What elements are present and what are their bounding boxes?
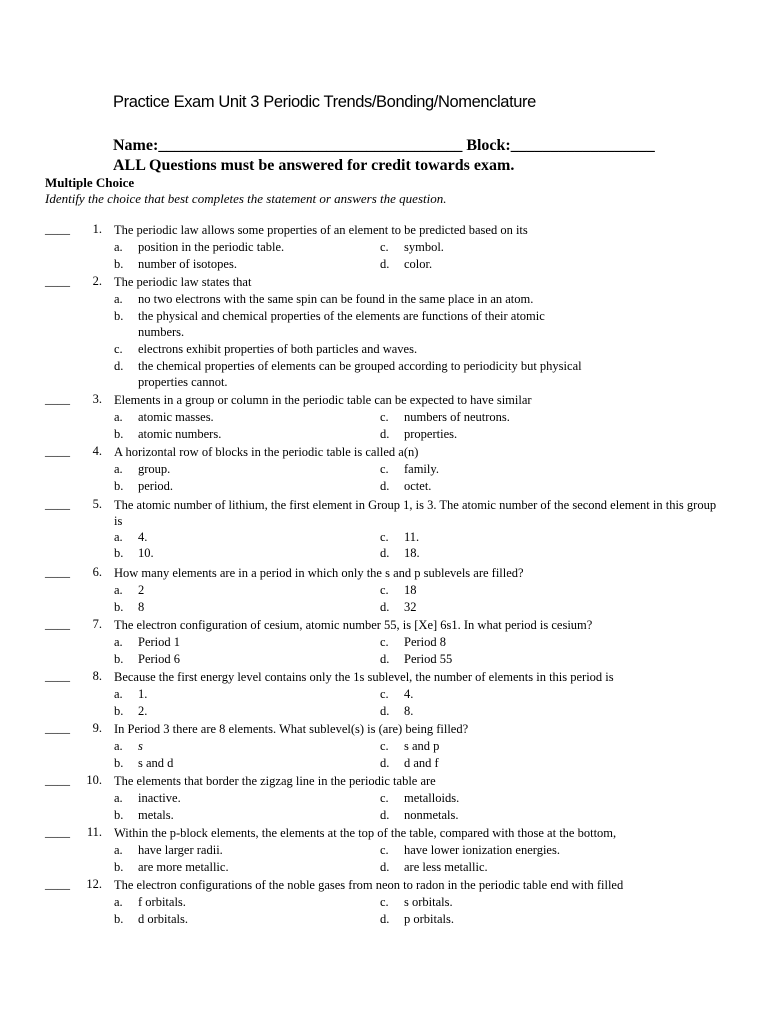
option-d: d. p orbitals.: [380, 912, 454, 926]
option-a: a. atomic masses.: [114, 410, 214, 424]
option-c: c. numbers of neutrons.: [380, 410, 510, 424]
option-b: b. number of isotopes.: [114, 257, 237, 271]
option-d: d. 18.: [380, 546, 420, 560]
answer-blank[interactable]: ____: [45, 877, 70, 891]
option-b: b. period.: [114, 479, 174, 493]
question-number: 10.: [86, 773, 102, 787]
section-instruction: Identify the choice that best completes the statement or answers the question.: [45, 191, 447, 206]
option-c: c. 11.: [380, 530, 420, 544]
question-number: 3.: [92, 392, 102, 406]
option-d: d. d and f: [380, 756, 439, 770]
name-block-line: Name:______________________________________ Block:__________________: [113, 137, 655, 154]
option-a: a. 1.: [114, 687, 148, 701]
answer-blank[interactable]: ____: [45, 721, 70, 735]
option-b: b. 8: [114, 600, 145, 614]
question-text: The atomic number of lithium, the first element in Group 1, is 3. The atomic number of the second element in this group is: [114, 498, 717, 528]
option-c: c. 18: [380, 583, 417, 597]
option-b: b. Period 6: [114, 652, 181, 666]
option-b: b. 2.: [114, 704, 148, 718]
option-a: a. have larger radii.: [114, 843, 223, 857]
page-title: Practice Exam Unit 3 Periodic Trends/Bonding/Nomenclature: [113, 93, 536, 111]
answer-blank[interactable]: ____: [45, 444, 70, 458]
option-d: d. 32: [380, 600, 417, 614]
question-text: The periodic law allows some properties of an element to be predicted based on its: [114, 223, 528, 237]
option-c: c. Period 8: [380, 635, 447, 649]
question-number: 1.: [92, 222, 102, 236]
option-a: a. inactive.: [114, 791, 181, 805]
option-c: c. metalloids.: [380, 791, 460, 805]
option-a: a. position in the periodic table.: [114, 240, 285, 254]
option-b: b. s and d: [114, 756, 174, 770]
instruction-line: ALL Questions must be answered for credit towards exam.: [113, 157, 515, 174]
option-a: a. s: [114, 739, 143, 753]
option-c: c. s orbitals.: [380, 895, 453, 909]
answer-blank[interactable]: ____: [45, 669, 70, 683]
option-c: c. symbol.: [380, 240, 444, 254]
question-text: The elements that border the zigzag line in the periodic table are: [114, 774, 436, 788]
option-c: c. electrons exhibit properties of both particles and waves.: [114, 342, 418, 356]
option-d: d. 8.: [380, 704, 414, 718]
question-number: 6.: [92, 565, 102, 579]
option-a: a. f orbitals.: [114, 895, 186, 909]
question-text: In Period 3 there are 8 elements. What sublevel(s) is (are) being filled?: [114, 722, 469, 736]
question-number: 9.: [92, 721, 102, 735]
option-a: a. Period 1: [114, 635, 181, 649]
option-d: d. color.: [380, 257, 433, 271]
option-b: b. atomic numbers.: [114, 427, 222, 441]
option-d: d. Period 55: [380, 652, 453, 666]
answer-blank[interactable]: ____: [45, 392, 70, 406]
option-a: a. 4.: [114, 530, 148, 544]
option-a: a. 2: [114, 583, 145, 597]
question-text: How many elements are in a period in which only the s and p sublevels are filled?: [114, 566, 524, 580]
option-d: d. octet.: [380, 479, 432, 493]
answer-blank[interactable]: ____: [45, 773, 70, 787]
option-d: d. properties.: [380, 427, 458, 441]
answer-blank[interactable]: ____: [45, 617, 70, 631]
question-text: Because the first energy level contains only the 1s sublevel, the number of elements in this period is: [114, 670, 614, 684]
answer-blank[interactable]: ____: [45, 825, 70, 839]
question-text: The periodic law states that: [114, 275, 252, 289]
question-text: A horizontal row of blocks in the periodic table is called a(n): [114, 445, 419, 459]
question-text: Elements in a group or column in the periodic table can be expected to have similar: [114, 393, 532, 407]
option-c: c. 4.: [380, 687, 414, 701]
option-b: b. d orbitals.: [114, 912, 188, 926]
option-d: d. the chemical properties of elements can be grouped according to periodicity but physical properties cannot.: [114, 359, 582, 389]
question-text: Within the p-block elements, the elements at the top of the table, compared with those at the bottom,: [114, 826, 617, 840]
section-title: Multiple Choice: [45, 175, 135, 190]
option-a: a. no two electrons with the same spin can be found in the same place in an atom.: [114, 292, 534, 306]
option-c: c. have lower ionization energies.: [380, 843, 560, 857]
question-text: The electron configurations of the noble gases from neon to radon in the periodic table end with filled: [114, 878, 624, 892]
option-c: c. s and p: [380, 739, 440, 753]
question-number: 12.: [86, 877, 102, 891]
question-number: 5.: [92, 497, 102, 511]
option-b: b. 10.: [114, 546, 154, 560]
answer-blank[interactable]: ____: [45, 565, 70, 579]
question-number: 2.: [92, 274, 102, 288]
question-number: 11.: [86, 825, 102, 839]
answer-blank[interactable]: ____: [45, 274, 70, 288]
answer-blank[interactable]: ____: [45, 497, 70, 511]
question-number: 4.: [92, 444, 102, 458]
option-b: b. are more metallic.: [114, 860, 229, 874]
answer-blank[interactable]: ____: [45, 222, 70, 236]
option-b: b. the physical and chemical properties of the elements are functions of their atomic numbers.: [114, 309, 545, 339]
option-d: d. nonmetals.: [380, 808, 459, 822]
question-text: The electron configuration of cesium, atomic number 55, is [Xe] 6s1. In what period is cesium?: [114, 618, 593, 632]
question-number: 7.: [92, 617, 102, 631]
option-d: d. are less metallic.: [380, 860, 488, 874]
option-b: b. metals.: [114, 808, 174, 822]
option-a: a. group.: [114, 462, 171, 476]
question-number: 8.: [92, 669, 102, 683]
option-c: c. family.: [380, 462, 439, 476]
